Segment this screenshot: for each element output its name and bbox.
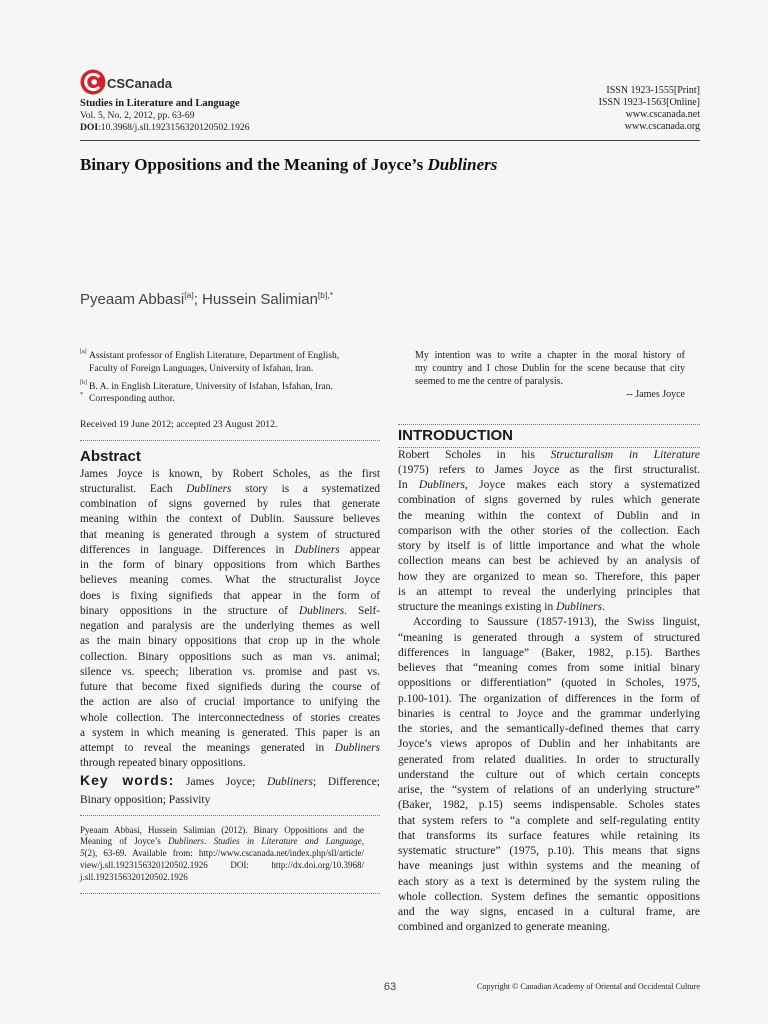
- journal-name: Studies in Literature and Language: [80, 98, 240, 109]
- abstract-line: through repeated binary oppositions.: [80, 757, 246, 770]
- affiliation-line: B. A. in English Literature, University of Isfahan, Isfahan, Iran.: [89, 381, 333, 392]
- abstract-line: James Joyce is known, by Robert Scholes, as the first: [80, 467, 380, 480]
- introduction-heading: INTRODUCTION: [398, 427, 513, 444]
- introduction-line: structure the meanings existing in Dubliners.: [398, 601, 605, 613]
- introduction-line: believes that “meaning comes from some initial binary: [398, 662, 700, 674]
- paper-title: [80, 155, 497, 175]
- introduction-line: comparison with the other stories of the collection. Each: [398, 524, 700, 537]
- affiliation-mark: [b]: [80, 380, 87, 386]
- abstract-line: future that become fixed signifieds during the course of: [80, 681, 380, 693]
- introduction-line: (1975) refers to James Joyce as the first structuralist.: [398, 463, 700, 476]
- issn-print: ISSN 1923-1555[Print]: [606, 85, 700, 96]
- author-separator: ;: [193, 291, 203, 308]
- italic-text: Dubliners: [418, 479, 465, 491]
- introduction-line: In Dubliners, Joyce makes each story a systematized: [398, 479, 700, 491]
- introduction-line: the stories, and the semantically-defined themes that carry: [398, 723, 700, 735]
- italic-text: Dubliners: [298, 604, 345, 617]
- corresponding-text: Corresponding author.: [89, 393, 175, 404]
- introduction-line: p.100-101). The organization of differences in the form of: [398, 692, 700, 705]
- introduction-line: have meanings just within systems and the meaning of: [398, 860, 700, 873]
- introduction-line: how they are organized to mean so. Therefore, this paper: [398, 570, 700, 583]
- citation-block: [80, 825, 364, 884]
- introduction-line: combination of signs governed by rules which generate: [398, 494, 700, 507]
- abstract-line: combination of signs governed by rules that generate: [80, 498, 380, 510]
- dotted-divider: [80, 815, 380, 816]
- introduction-line: combined and organized to generate meaning.: [398, 921, 610, 934]
- keywords-line: Binary opposition; Passivity: [80, 794, 211, 806]
- epigraph-quote: [415, 349, 685, 388]
- abstract-line: meaning within the context of Dublin. Saussure believes: [80, 513, 380, 526]
- introduction-line: “meaning is generated through a system of structured: [398, 631, 700, 644]
- introduction-body: [398, 448, 700, 936]
- italic-text: Dubliners: [294, 543, 340, 556]
- website-net: www.cscanada.net: [625, 109, 700, 120]
- introduction-line: differences in language” (Baker, 1982, p.15). Barthes: [398, 646, 700, 659]
- epigraph-attribution: -- James Joyce: [626, 388, 685, 400]
- introduction-line: and the way signs, encased in a cultural frame, are: [398, 906, 700, 918]
- introduction-line: that transforms its surface features while retaining its: [398, 829, 700, 842]
- title-italic: Dubliners: [427, 155, 498, 174]
- introduction-line: (Baker, 1982, p.15) seems indispensable. Scholes states: [398, 799, 700, 812]
- abstract-heading: Abstract: [80, 448, 141, 465]
- introduction-line: story by itself is of little importance and what the whole: [398, 540, 700, 552]
- issn-info: [599, 85, 700, 133]
- doi-label: DOI: [80, 122, 99, 133]
- website-org: www.cscanada.org: [624, 121, 700, 132]
- dotted-divider: [80, 440, 380, 441]
- italic-text: Dubliners: [266, 776, 313, 788]
- page-number: 63: [383, 981, 397, 993]
- affiliation-a: [80, 349, 339, 375]
- introduction-paragraph: [398, 448, 700, 616]
- received-dates: Received 19 June 2012; accepted 23 August 2012.: [80, 419, 278, 430]
- corresponding-author-note: [80, 392, 175, 405]
- abstract-line: the action are also of crucial importance to unifying the: [80, 696, 380, 709]
- citation-line: view/j.sll.1923156320120502.1926 DOI: http://dx.doi.org/10.3968/: [80, 859, 364, 870]
- introduction-line: Robert Scholes in his Structuralism in Literature: [398, 448, 700, 461]
- introduction-line: binaries is central to Joyce and the grammar underlying: [398, 707, 700, 720]
- introduction-line: understand the culture out of which certain concepts: [398, 768, 700, 781]
- citation-line: 5(2), 63-69. Available from: http://www.cscanada.net/index.php/sll/article/: [80, 848, 364, 859]
- introduction-line: oppositions or differentiation” (quoted in Scholes, 1975,: [398, 677, 700, 690]
- introduction-line: is an attempt to reveal the underlying principles that: [398, 585, 700, 598]
- title-text: Binary Oppositions and the Meaning of Joyce’s: [80, 155, 428, 174]
- abstract-line: in the form of binary oppositions from which Barthes: [80, 559, 380, 571]
- affiliation-mark: [a]: [80, 349, 87, 355]
- abstract-line: attempt to reveal the meanings generated in Dubliners: [80, 742, 380, 754]
- citation-line: j.sll.1923156320120502.1926: [80, 871, 188, 882]
- keywords-label: Key words:: [80, 772, 175, 788]
- epigraph-line: my country and I chose Dublin for the scene because that city: [415, 362, 685, 374]
- epigraph-line: seemed to me the centre of paralysis.: [415, 375, 563, 387]
- abstract-text: [80, 467, 380, 772]
- header-rule: [80, 140, 700, 141]
- introduction-line: arise, the “system of relations of an underlying structure”: [398, 784, 700, 796]
- abstract-line: collection. Binary oppositions such as man vs. animal;: [80, 650, 380, 663]
- author-affiliation-mark: [a]: [184, 290, 194, 300]
- volume-info: Vol. 5, No. 2, 2012, pp. 63-69: [80, 110, 195, 121]
- author-name: Pyeaam Abbasi: [80, 291, 185, 308]
- issn-online: ISSN 1923-1563[Online]: [598, 97, 700, 108]
- copyright-notice: Copyright © Canadian Academy of Oriental and Occidental Culture: [476, 982, 700, 991]
- introduction-line: whole collection. System defines the semantic oppositions: [398, 890, 700, 903]
- italic-text: Dubliners: [186, 482, 232, 495]
- italic-text: Dubliners: [556, 601, 603, 613]
- doi-line: [80, 122, 250, 134]
- introduction-paragraph: [398, 615, 700, 935]
- introduction-line: collection means can best be achieved by an analysis of: [398, 555, 700, 568]
- journal-info: [80, 98, 250, 134]
- italic-text: Structuralism in Literature: [550, 448, 700, 461]
- abstract-line: structuralist. Each Dubliners story is a systematized: [80, 482, 380, 495]
- introduction-line: Joyce’s views apropos of Dublin and her inhabitants are: [398, 738, 700, 751]
- publisher-name: CSCanada: [107, 76, 173, 91]
- abstract-line: that meaning is generated through a system of structured: [80, 528, 380, 541]
- epigraph-line: My intention was to write a chapter in the moral history of: [415, 349, 685, 361]
- abstract-line: binary oppositions in the structure of Dubliners. Self-: [80, 604, 380, 617]
- introduction-line: According to Saussure (1857-1913), the Swiss linguist,: [413, 616, 700, 629]
- keywords-line: [80, 771, 380, 791]
- author-list: [80, 291, 333, 309]
- abstract-line: believes meaning comes. What the structuralist Joyce: [80, 574, 380, 587]
- abstract-line: as the main binary oppositions that crop up in the whole: [80, 635, 380, 648]
- abstract-line: negation and paralysis are the underlying themes as well: [80, 620, 380, 632]
- epigraph: [415, 349, 685, 401]
- corresponding-mark: *: [80, 392, 83, 398]
- affiliation-line: Assistant professor of English Literature, Department of English,: [89, 350, 340, 361]
- italic-text: Dubliners: [334, 742, 380, 754]
- italic-text: Studies in Literature and Language,: [213, 836, 365, 847]
- abstract-line: whole collection. The interconnectedness of stories creates: [80, 711, 380, 724]
- keywords: [80, 771, 380, 809]
- doi-value: :10.3968/j.sll.1923156320120502.1926: [98, 122, 250, 133]
- keywords-values: James Joyce; Dubliners; Difference;: [174, 776, 381, 788]
- introduction-line: each story as a text is determined by the system ruling the: [398, 875, 700, 888]
- abstract-line: silence vs. speech; liberation vs. promise and past vs.: [80, 665, 380, 678]
- author-affiliation-mark: [b],*: [317, 290, 334, 300]
- author-name: Hussein Salimian: [202, 291, 318, 308]
- italic-text: 5: [80, 848, 85, 859]
- introduction-line: generated from related dualities. In order to structurally: [398, 753, 700, 766]
- citation-line: Pyeaam Abbasi, Hussein Salimian (2012). Binary Oppositions and the: [80, 824, 364, 835]
- italic-text: Dubliners: [168, 836, 205, 847]
- dotted-divider: [80, 893, 380, 894]
- dotted-divider: [398, 424, 700, 425]
- cscanada-logo-icon: [80, 69, 106, 95]
- introduction-line: that system refers to “a complete and self-regulating entity: [398, 814, 700, 827]
- abstract-line: does is fixing signifieds that appear in the form of: [80, 589, 380, 602]
- abstract-line: a system in which meaning is generated. This paper is an: [80, 726, 380, 739]
- introduction-line: the meaning within the context of Dublin and in: [398, 509, 700, 522]
- citation-line: Meaning of Joyce’s Dubliners. Studies in Literature and Language,: [80, 836, 365, 847]
- abstract-line: differences in language. Differences in Dubliners appear: [80, 543, 380, 556]
- affiliation-line: Faculty of Foreign Languages, University of Isfahan, Iran.: [89, 363, 314, 374]
- introduction-line: systematic structure” (1975, p.10). This means that signs: [398, 845, 700, 857]
